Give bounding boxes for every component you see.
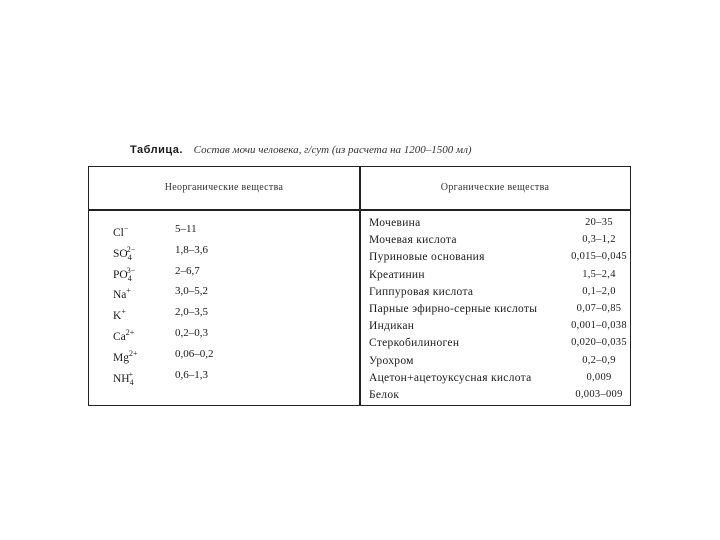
substance-value: 0,020–0,035 [571,337,627,349]
ion-value: 0,06–0,2 [175,347,214,360]
header-divider [89,209,630,211]
table-caption-text: Состав мочи человека, г/сут (из расчета на 1200–1500 мл) [193,144,472,156]
organic-row [369,387,631,403]
ion-formula: Cl− [113,224,129,239]
ion-formula: $Mg^{2+}$ [113,348,138,364]
substance-value: 1,5–2,4 [582,268,616,280]
ion-formula: $NH_4^+$ [113,369,134,387]
substance-name: Белок [369,389,400,401]
ion-value: 0,6–1,3 [175,368,208,381]
ion-value: 2,0–3,5 [175,306,208,319]
substance-name: Урохром [369,354,414,367]
substance-name: Индикан [369,320,415,333]
substance-value: 0,003–009 [575,389,623,400]
ion-formula: K+ [113,307,126,323]
substance-value: 0,2–0,9 [582,354,616,366]
urine-composition-table [88,166,631,406]
substance-name: Гиппуровая кислота [369,285,474,298]
ion-formula: $Ca^{2+}$ [113,328,135,343]
ion-formula: Na+ [113,286,131,302]
organic-row [369,267,631,283]
substance-name: Парные эфирно-серные кислоты [369,303,538,315]
organic-row [369,353,631,369]
substance-value: 0,3–1,2 [582,234,616,246]
organic-row [369,318,631,334]
substance-name: Креатинин [369,268,425,281]
organic-row [369,301,631,317]
substance-value: 0,001–0,038 [571,320,627,332]
table-label: Таблица. [130,144,183,156]
header-organic: Органические вещества [440,182,550,193]
substance-name: Мочевина [369,217,421,229]
table-caption [130,144,472,156]
ion-formula: $SO_4^{2-}$ [113,244,136,262]
column-divider [359,167,361,405]
ion-value: 5–11 [175,223,197,235]
header-inorganic: Неорганические вещества [164,182,284,193]
ion-formula: $PO_4^{3-}$ [113,265,136,283]
ion-value: 1,8–3,6 [175,243,208,256]
ion-value: 0,2–0,3 [175,327,208,339]
substance-name: Пуриновые основания [369,251,485,264]
substance-value: 20–35 [585,217,613,228]
organic-row [369,249,631,265]
substance-value: 0,1–2,0 [582,285,616,297]
substance-name: Ацетон+ацетоуксусная кислота [369,371,532,384]
organic-row [369,284,631,300]
organic-row [369,335,631,351]
organic-row [369,232,631,248]
substance-name: Мочевая кислота [369,234,457,247]
substance-value: 0,009 [586,371,612,383]
organic-row [369,370,631,386]
substance-name: Стеркобилиноген [369,337,460,350]
ion-value: 2–6,7 [175,264,200,277]
substance-value: 0,015–0,045 [571,251,627,263]
organic-row [369,215,631,231]
substance-value: 0,07–0,85 [576,303,622,314]
ion-value: 3,0–5,2 [175,285,208,298]
